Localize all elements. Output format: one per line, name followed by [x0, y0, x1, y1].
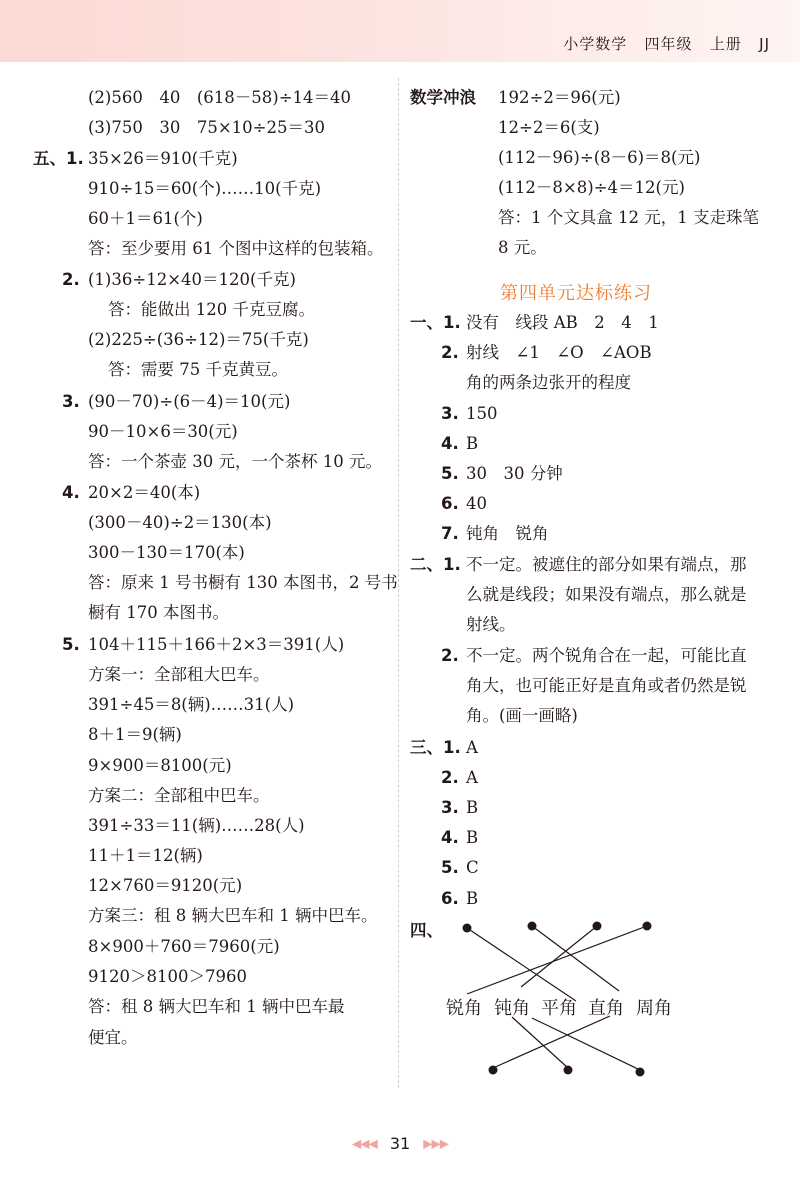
- answer-line: 8 元。: [498, 238, 547, 257]
- answer-line: C: [466, 858, 479, 877]
- top-dot: [528, 922, 537, 931]
- header-book-info: 小学数学 四年级 上册 JJ: [563, 35, 770, 53]
- answer-line: 答：原来 1 号书橱有 130 本图书，2 号书: [88, 573, 398, 592]
- answer-line: 60＋1＝61(个): [88, 209, 203, 228]
- answer-line: 橱有 170 本图书。: [88, 603, 229, 622]
- diagram-label-straight: 平角: [541, 998, 577, 1019]
- answer-line: B: [466, 798, 479, 817]
- answer-line: B: [466, 828, 479, 847]
- answer-line: B: [466, 434, 479, 453]
- top-dot: [643, 922, 652, 931]
- match-line: [467, 928, 576, 1001]
- answer-line: 射线。: [466, 615, 516, 634]
- question-number: 一、1.: [410, 313, 461, 332]
- answer-line: 答：能做出 120 千克豆腐。: [108, 300, 315, 319]
- question-number: 四、: [410, 921, 443, 940]
- answer-line: 391÷33＝11(辆)……28(人): [88, 816, 305, 835]
- answer-line: 12×760＝9120(元): [88, 876, 243, 895]
- bottom-dot: [564, 1066, 573, 1075]
- diagram-label-right: 直角: [588, 998, 624, 1019]
- answer-line: (112－8×8)÷4＝12(元): [498, 178, 685, 197]
- answer-line: B: [466, 889, 479, 908]
- top-dot: [593, 922, 602, 931]
- answer-line: 20×2＝40(本): [88, 483, 201, 502]
- answer-line: 方案一：全部租大巴车。: [88, 665, 270, 684]
- match-line: [512, 1017, 568, 1068]
- answer-line: A: [466, 768, 478, 787]
- question-number: 2.: [441, 343, 459, 362]
- answer-line: 9×900＝8100(元): [88, 756, 232, 775]
- page-number: 31: [389, 1134, 411, 1153]
- question-number: 三、1.: [410, 738, 461, 757]
- diagram-label-obtuse: 钝角: [494, 998, 530, 1019]
- page-header-band: [0, 0, 800, 62]
- answer-line: A: [466, 738, 478, 757]
- answer-line: 么就是线段；如果没有端点，那么就是: [466, 585, 747, 604]
- answer-line: (112－96)÷(8－6)＝8(元): [498, 148, 701, 167]
- answer-line: 391÷45＝8(辆)……31(人): [88, 695, 295, 714]
- answer-line: 300－130＝170(本): [88, 543, 245, 562]
- answer-line: 90－10×6＝30(元): [88, 422, 238, 441]
- answer-line: (2)560 40 (618－58)÷14＝40: [88, 88, 352, 107]
- match-line: [532, 926, 619, 991]
- answer-line: (3)750 30 75×10÷25＝30: [88, 118, 325, 137]
- question-number: 二、1.: [410, 555, 461, 574]
- match-line: [532, 1018, 640, 1070]
- answer-line: 30 30 分钟: [466, 464, 563, 483]
- answer-line: 12÷2＝6(支): [498, 118, 600, 137]
- question-number: 5.: [441, 858, 459, 877]
- answer-line: 方案三：租 8 辆大巴车和 1 辆中巴车。: [88, 906, 378, 925]
- answer-line: 角。(画一画略): [466, 706, 578, 725]
- answer-line: (300－40)÷2＝130(本): [88, 513, 272, 532]
- question-number: 2.: [62, 270, 80, 289]
- answer-line: 不一定。被遮住的部分如果有端点，那: [466, 555, 747, 574]
- question-number: 5.: [441, 464, 459, 483]
- answer-line: 不一定。两个锐角合在一起，可能比直: [466, 646, 747, 665]
- bottom-dot: [636, 1068, 645, 1077]
- question-number: 3.: [62, 392, 80, 411]
- answer-line: 便宜。: [88, 1028, 138, 1047]
- section-title: 第四单元达标练习: [500, 283, 652, 304]
- answer-line: 答：租 8 辆大巴车和 1 辆中巴车最: [88, 997, 345, 1016]
- answer-line: 35×26＝910(千克): [88, 149, 238, 168]
- answer-line: (1)36÷12×40＝120(千克): [88, 270, 296, 289]
- answer-line: 9120＞8100＞7960: [88, 967, 247, 986]
- question-number: 4.: [441, 828, 459, 847]
- answer-line: (90－70)÷(6－4)＝10(元): [88, 392, 291, 411]
- answer-line: 40: [466, 494, 487, 513]
- diagram-label-acute: 锐角: [446, 998, 482, 1019]
- question-number: 3.: [441, 404, 459, 423]
- question-number: 五、1.: [33, 149, 84, 168]
- answer-line: 答：一个茶壶 30 元，一个茶杯 10 元。: [88, 452, 382, 471]
- question-number: 3.: [441, 798, 459, 817]
- left-arrows-icon: ◀◀◀: [352, 1136, 377, 1151]
- answer-line: 钝角 锐角: [466, 524, 549, 543]
- match-line: [467, 926, 647, 994]
- challenge-label: 数学冲浪: [410, 88, 476, 107]
- answer-line: 方案二：全部租中巴车。: [88, 786, 270, 805]
- answer-line: (2)225÷(36÷12)＝75(千克): [88, 330, 309, 349]
- question-number: 2.: [441, 646, 459, 665]
- answer-line: 11＋1＝12(辆): [88, 846, 203, 865]
- question-number: 7.: [441, 524, 459, 543]
- answer-line: 没有 线段 AB 2 4 1: [466, 313, 659, 332]
- answer-line: 射线 ∠1 ∠O ∠AOB: [466, 343, 652, 362]
- question-number: 4.: [62, 483, 80, 502]
- answer-line: 8×900＋760＝7960(元): [88, 937, 280, 956]
- answer-line: 角大，也可能正好是直角或者仍然是锐: [466, 676, 747, 695]
- right-arrows-icon: ▶▶▶: [423, 1136, 448, 1151]
- answer-line: 答：1 个文具盒 12 元，1 支走珠笔: [498, 208, 759, 227]
- question-number: 5.: [62, 635, 80, 654]
- answer-line: 答：至少要用 61 个图中这样的包装箱。: [88, 239, 384, 258]
- match-line: [521, 926, 597, 987]
- question-number: 6.: [441, 889, 459, 908]
- answer-line: 104＋115＋166＋2×3＝391(人): [88, 635, 345, 654]
- page-footer: [0, 1133, 800, 1153]
- question-number: 6.: [441, 494, 459, 513]
- answer-line: 角的两条边张开的程度: [466, 373, 631, 392]
- answer-line: 910÷15＝60(个)……10(千克): [88, 179, 322, 198]
- question-number: 2.: [441, 768, 459, 787]
- top-dot: [463, 924, 472, 933]
- answer-line: 答：需要 75 千克黄豆。: [108, 360, 288, 379]
- match-line: [493, 1016, 610, 1068]
- bottom-dot: [489, 1066, 498, 1075]
- answer-line: 8＋1＝9(辆): [88, 725, 182, 744]
- column-divider: [398, 78, 399, 1088]
- diagram-label-round: 周角: [636, 998, 672, 1019]
- answer-line: 192÷2＝96(元): [498, 88, 621, 107]
- question-number: 4.: [441, 434, 459, 453]
- answer-line: 150: [466, 404, 498, 423]
